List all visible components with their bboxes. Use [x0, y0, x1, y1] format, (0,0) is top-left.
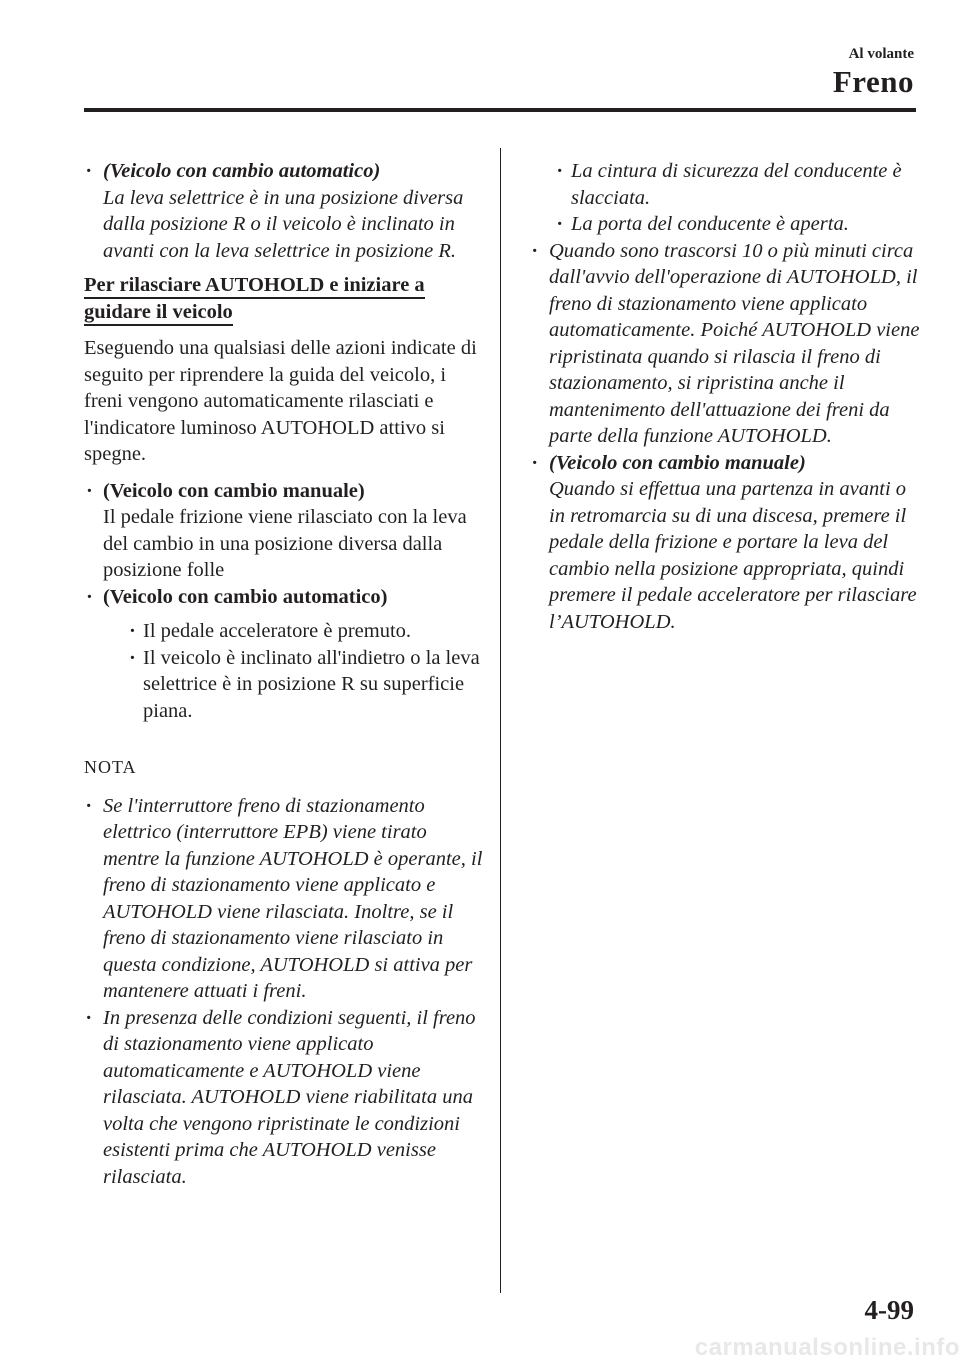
nota-item-conditions: · In presenza delle condizioni seguenti, il freno di stazionamento viene applicato automaticamente e AUTOHOLD viene rilasciata. AUTOHOLD viene riabilitata una volta che vengono ripristinate le condizioni esistenti prima che AUTOHOLD venisse rilasciata. — [84, 1005, 484, 1191]
nota-label: NOTA — [84, 757, 137, 777]
bullet-text: Il pedale frizione viene rilasciato con la leva del cambio in una posizione diversa dalla posizione folle — [103, 506, 467, 581]
bullet-manual-slope — [530, 450, 925, 636]
header-rule — [84, 108, 916, 112]
page-title: Freno — [832, 64, 914, 99]
nota-list — [84, 793, 484, 1191]
bullet-automatic — [84, 584, 484, 725]
sub-bullet-incline: · Il veicolo è inclinato all'indietro o la leva selettrice è in posizione R su superficie piana. — [129, 645, 484, 725]
bullet-title: (Veicolo con cambio manuale) — [103, 479, 365, 502]
bullet-title: (Veicolo con cambio automatico) — [103, 160, 381, 182]
column-divider — [500, 148, 501, 1293]
subheading-line-2: guidare il veicolo — [84, 301, 233, 326]
bullet-manual — [84, 478, 484, 584]
bullet-text: La leva selettrice è in una posizione diversa dalla posizione R o il veicolo è inclinato in avanti con la leva selettrice in posizione R. — [103, 186, 464, 262]
bullet-text: Quando si effettua una partenza in avanti o in retromarcia su di una discesa, premere il pedale della frizione e portare la leva del cambio nella posizione appropriata, quindi premere il pedale acceleratore per rilasciare l’AUTOHOLD. — [549, 478, 917, 633]
sub-bullet-seatbelt: · La cintura di sicurezza del conducente è slacciata. — [557, 158, 925, 211]
left-column — [84, 158, 484, 1190]
bullet-title: (Veicolo con cambio automatico) — [103, 585, 388, 608]
page-number: 4-99 — [864, 1295, 914, 1325]
right-column — [530, 158, 925, 635]
bullet-title: (Veicolo con cambio manuale) — [549, 451, 806, 474]
nota-item-epb: · Se l'interruttore freno di stazionamento elettrico (interruttore EPB) viene tirato mentre la funzione AUTOHOLD è operante, il freno di stazionamento viene applicato e AUTOHOLD viene rilasciata. Inoltre, se il freno di stazionamento viene rilasciato in questa condizione, AUTOHOLD si attiva per mantenere attuati i freni. — [84, 793, 484, 1005]
watermark: carmanualsonline.info — [694, 1334, 960, 1361]
bullet-automatic-incline — [84, 158, 484, 264]
subheading — [84, 272, 484, 325]
bullet-ten-minutes: · Quando sono trascorsi 10 o più minuti circa dall'avvio dell'operazione di AUTOHOLD, il freno di stazionamento viene applicato automaticamente. Poiché AUTOHOLD viene ripristinata quando si rilascia il freno di stazionamento, si ripristina anche il mantenimento dell'attuazione dei freni da parte della funzione AUTOHOLD. — [530, 238, 925, 450]
section-label: Al volante — [848, 46, 914, 62]
release-paragraph: Eseguendo una qualsiasi delle azioni indicate di seguito per riprendere la guida del veicolo, i freni vengono automaticamente rilasciati e l'indicatore luminoso AUTOHOLD attivo si spegne. — [84, 337, 477, 465]
sub-bullet-door: · La porta del conducente è aperta. — [557, 211, 925, 238]
subheading-line-1: Per rilasciare AUTOHOLD e iniziare a — [84, 274, 425, 299]
sub-bullet-accelerator: · Il pedale acceleratore è premuto. — [129, 618, 484, 645]
